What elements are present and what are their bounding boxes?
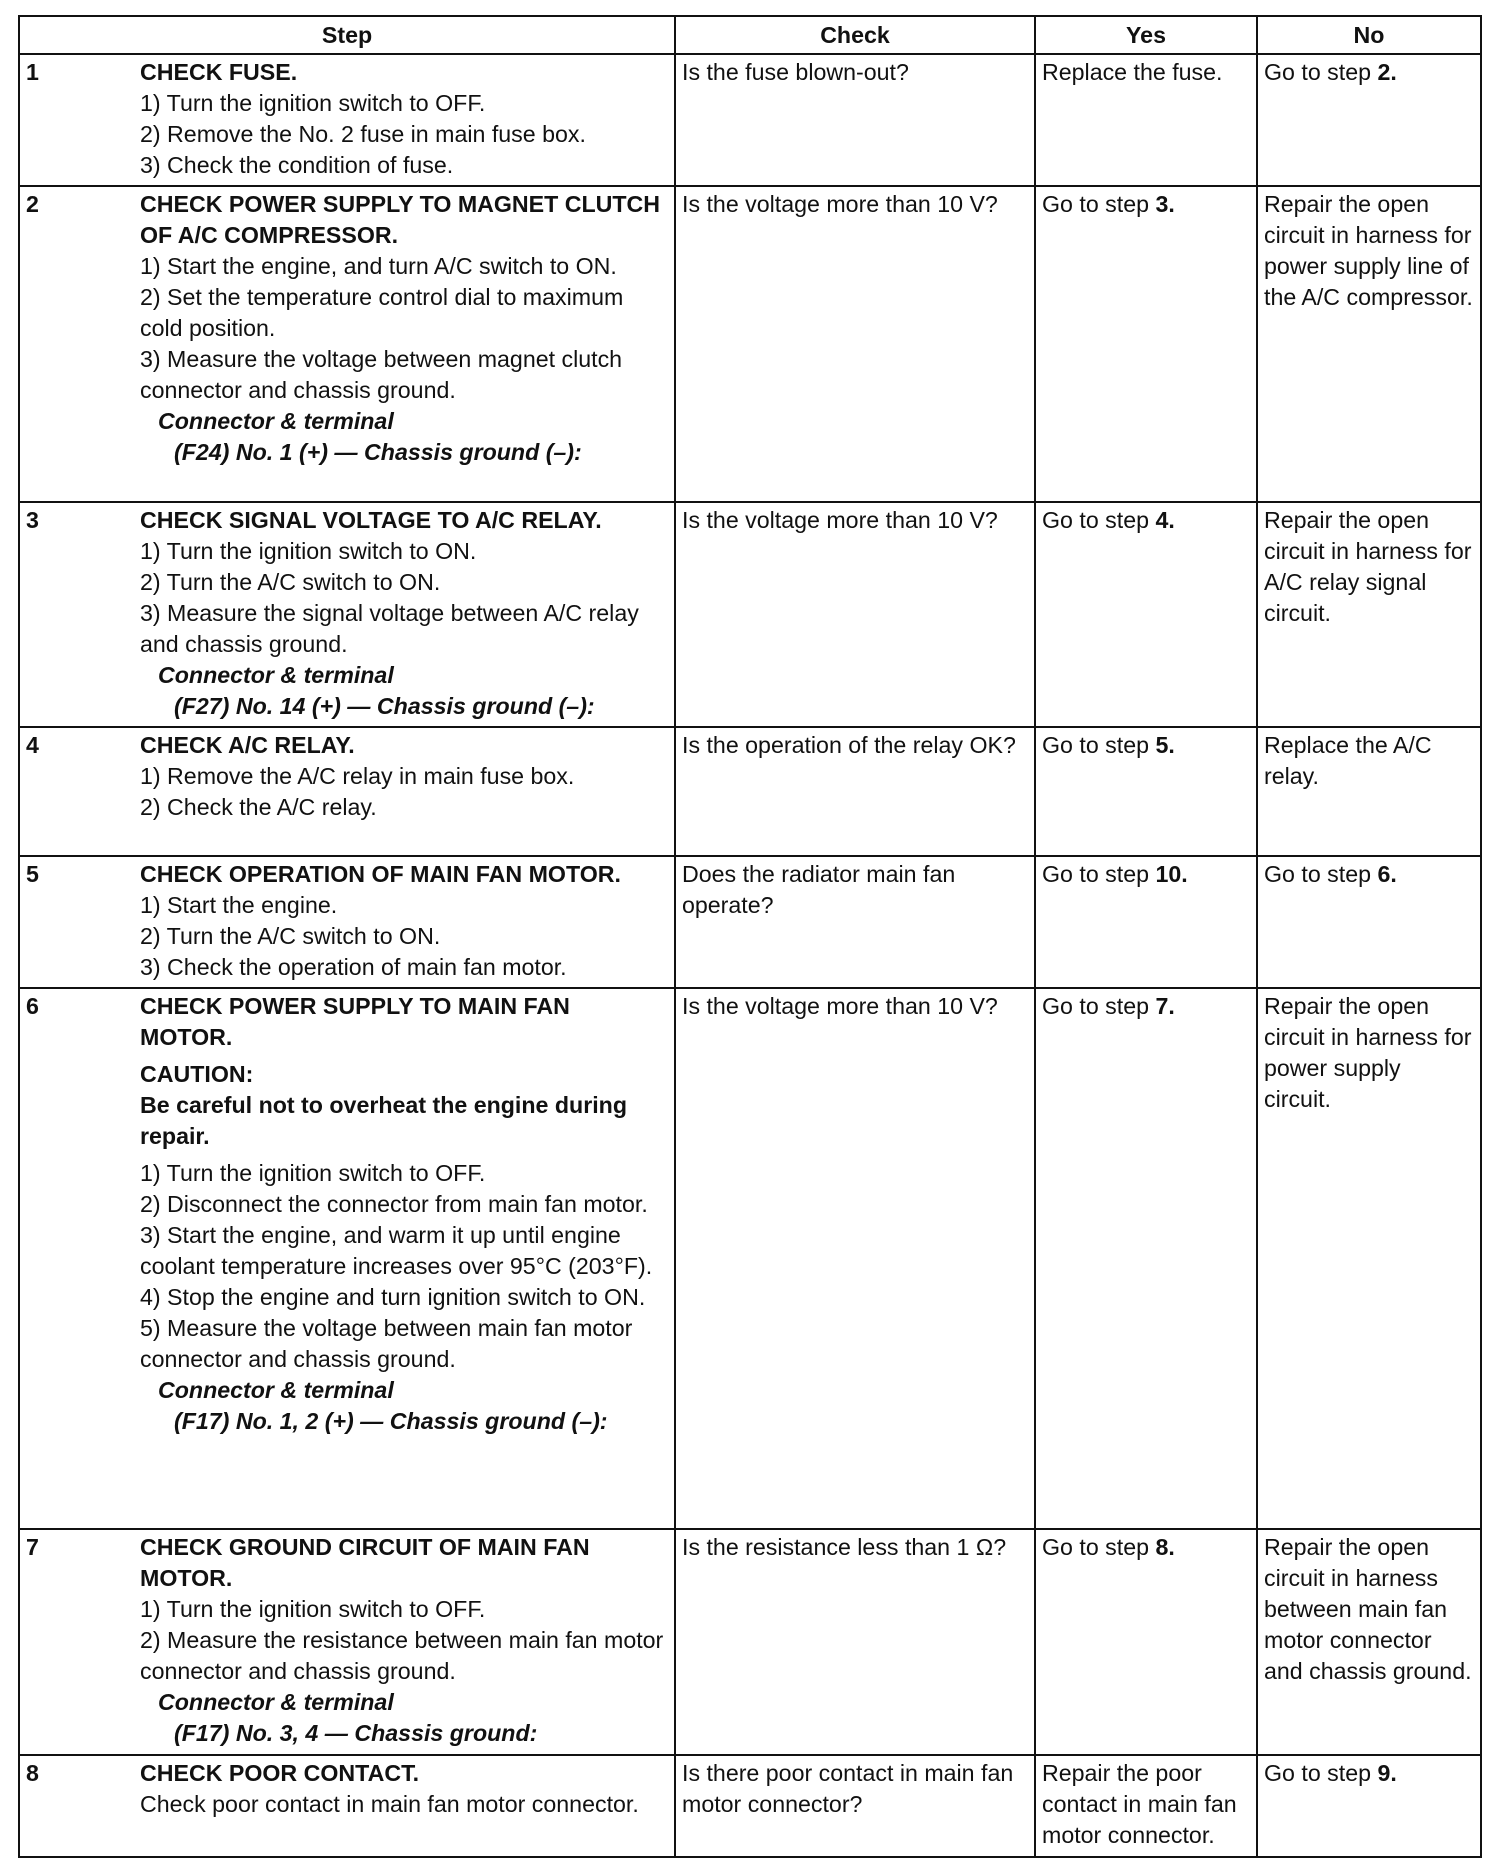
connector-terminal-value: (F27) No. 14 (+) — Chassis ground (–): [174,693,595,719]
no-cell [1257,54,1481,186]
connector-terminal-label: Connector & terminal [158,1689,394,1715]
step-cell [19,856,675,988]
step-title: CHECK FUSE. [140,59,298,85]
step-instruction: 2) Check the A/C relay. [140,794,377,820]
header-no: No [1257,16,1481,54]
step-number: 4 [26,732,39,758]
diagnostic-table [18,15,1482,1858]
step-cell [19,54,675,186]
no-cell: Repair the open circuit in harness for power supply line of the A/C compressor. [1257,186,1481,502]
no-cell [1257,856,1481,988]
step-title: CHECK GROUND CIRCUIT OF MAIN FAN MOTOR. [140,1534,590,1591]
step-number: 6 [26,993,39,1019]
caution-text: Be careful not to overheat the engine during repair. [140,1092,627,1149]
check-cell: Is there poor contact in main fan motor connector? [675,1755,1035,1857]
step-title: CHECK POWER SUPPLY TO MAGNET CLUTCH OF A/C COMPRESSOR. [140,191,661,248]
connector-terminal-value: (F24) No. 1 (+) — Chassis ground (–): [174,439,582,465]
step-instruction: 2) Measure the resistance between main fan motor connector and chassis ground. [140,1627,664,1684]
table-row [19,502,1481,727]
step-number: 2 [26,191,39,217]
step-cell [19,727,675,856]
connector-terminal-value: (F17) No. 3, 4 — Chassis ground: [174,1720,538,1746]
header-yes: Yes [1035,16,1257,54]
header-step: Step [19,16,675,54]
yes-cell: Repair the poor contact in main fan motor connector. [1035,1755,1257,1857]
table-row [19,1529,1481,1755]
step-instruction: 3) Start the engine, and warm it up until engine coolant temperature increases over 95°C (203°F). [140,1222,653,1279]
check-cell: Is the voltage more than 10 V? [675,988,1035,1529]
step-title: CHECK A/C RELAY. [140,732,355,758]
header-check: Check [675,16,1035,54]
connector-terminal-label: Connector & terminal [158,662,394,688]
step-instruction: 2) Remove the No. 2 fuse in main fuse box. [140,121,586,147]
step-instruction: 3) Check the operation of main fan motor. [140,954,567,980]
no-cell: Repair the open circuit in harness for power supply circuit. [1257,988,1481,1529]
step-reference: 4. [1155,507,1175,533]
step-instruction: 5) Measure the voltage between main fan motor connector and chassis ground. [140,1315,633,1372]
yes-text: Go to step [1042,993,1156,1019]
step-number: 1 [26,59,39,85]
yes-cell [1035,1529,1257,1755]
step-reference: 10. [1155,861,1188,887]
check-cell: Is the voltage more than 10 V? [675,502,1035,727]
step-number: 3 [26,507,39,533]
step-instruction: 1) Turn the ignition switch to OFF. [140,1160,486,1186]
yes-cell [1035,727,1257,856]
caution-label: CAUTION: [140,1061,254,1087]
yes-text: Go to step [1042,191,1156,217]
step-reference: 8. [1155,1534,1175,1560]
no-text: Go to step [1264,1760,1378,1786]
step-instruction: 2) Set the temperature control dial to maximum cold position. [140,284,624,341]
table-row [19,988,1481,1529]
step-cell [19,502,675,727]
no-cell: Repair the open circuit in harness between main fan motor connector and chassis ground. [1257,1529,1481,1755]
step-number: 5 [26,861,39,887]
step-instruction: 1) Start the engine. [140,892,338,918]
yes-text: Go to step [1042,861,1156,887]
step-reference: 6. [1377,861,1397,887]
step-cell [19,186,675,502]
step-instruction: 1) Turn the ignition switch to OFF. [140,1596,486,1622]
yes-cell [1035,502,1257,727]
step-instruction: 1) Start the engine, and turn A/C switch to ON. [140,253,617,279]
no-cell: Replace the A/C relay. [1257,727,1481,856]
check-cell: Is the operation of the relay OK? [675,727,1035,856]
step-reference: 5. [1155,732,1175,758]
diagnostic-table-sheet [18,15,1480,1858]
step-instruction: 1) Remove the A/C relay in main fuse box. [140,763,575,789]
no-cell: Repair the open circuit in harness for A/C relay signal circuit. [1257,502,1481,727]
step-instruction: Check poor contact in main fan motor connector. [140,1791,639,1817]
no-text: Go to step [1264,861,1378,887]
connector-terminal-label: Connector & terminal [158,408,394,434]
table-row [19,186,1481,502]
check-cell: Is the voltage more than 10 V? [675,186,1035,502]
check-cell: Does the radiator main fan operate? [675,856,1035,988]
step-instruction: 2) Disconnect the connector from main fan motor. [140,1191,648,1217]
header-row [19,16,1481,54]
step-instruction: 2) Turn the A/C switch to ON. [140,923,441,949]
yes-text: Go to step [1042,1534,1156,1560]
check-cell: Is the resistance less than 1 Ω? [675,1529,1035,1755]
step-reference: 7. [1155,993,1175,1019]
step-reference: 2. [1377,59,1397,85]
table-row [19,856,1481,988]
step-instruction: 4) Stop the engine and turn ignition switch to ON. [140,1284,646,1310]
yes-cell [1035,856,1257,988]
connector-terminal-value: (F17) No. 1, 2 (+) — Chassis ground (–): [174,1408,608,1434]
check-cell: Is the fuse blown-out? [675,54,1035,186]
step-title: CHECK POWER SUPPLY TO MAIN FAN MOTOR. [140,993,570,1050]
connector-terminal-label: Connector & terminal [158,1377,394,1403]
step-instruction: 1) Turn the ignition switch to ON. [140,538,477,564]
yes-cell: Replace the fuse. [1035,54,1257,186]
step-instruction: 3) Check the condition of fuse. [140,152,454,178]
step-cell [19,1529,675,1755]
no-cell [1257,1755,1481,1857]
step-instruction: 1) Turn the ignition switch to OFF. [140,90,486,116]
no-text: Go to step [1264,59,1378,85]
step-reference: 9. [1377,1760,1397,1786]
table-row [19,54,1481,186]
step-number: 8 [26,1760,39,1786]
step-reference: 3. [1155,191,1175,217]
step-title: CHECK OPERATION OF MAIN FAN MOTOR. [140,861,621,887]
step-cell [19,988,675,1529]
yes-cell [1035,988,1257,1529]
step-instruction: 3) Measure the signal voltage between A/C relay and chassis ground. [140,600,639,657]
step-number: 7 [26,1534,39,1560]
table-row [19,727,1481,856]
yes-text: Go to step [1042,732,1156,758]
yes-cell [1035,186,1257,502]
yes-text: Go to step [1042,507,1156,533]
table-row [19,1755,1481,1857]
step-title: CHECK POOR CONTACT. [140,1760,420,1786]
step-cell [19,1755,675,1857]
step-instruction: 2) Turn the A/C switch to ON. [140,569,441,595]
step-instruction: 3) Measure the voltage between magnet clutch connector and chassis ground. [140,346,623,403]
step-title: CHECK SIGNAL VOLTAGE TO A/C RELAY. [140,507,602,533]
